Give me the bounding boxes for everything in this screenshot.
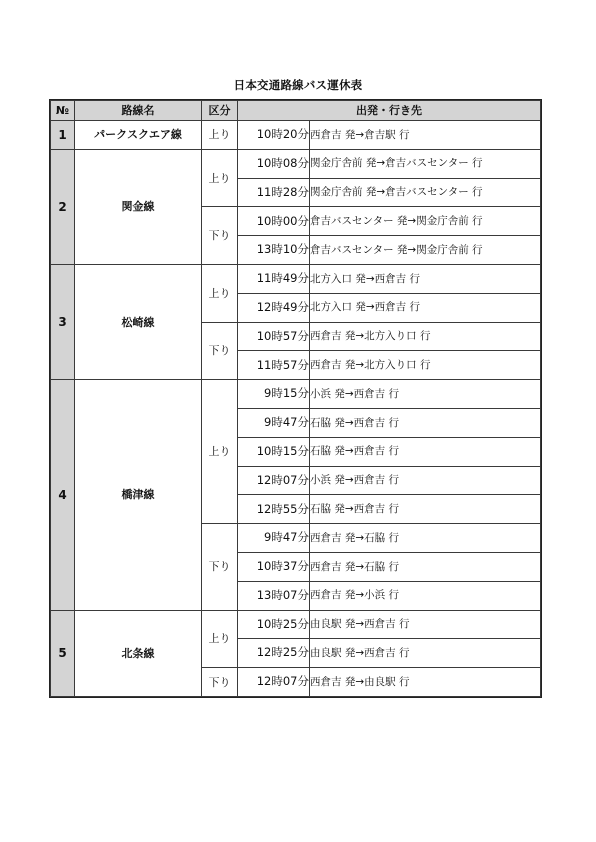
route-name: 関金線 [75,149,202,264]
trip-time: 10時57分 [238,322,310,351]
route-name: 北条線 [75,610,202,696]
trip-route-desc: 小浜 発→西倉吉 行 [310,466,541,495]
direction-label: 上り [202,149,238,207]
route-number: 3 [51,264,75,379]
direction-label: 下り [202,668,238,697]
trip-time: 10時37分 [238,552,310,581]
trip-time: 11時57分 [238,351,310,380]
table-row [51,380,541,409]
route-number: 5 [51,610,75,696]
route-name: 橋津線 [75,380,202,610]
trip-time: 12時55分 [238,495,310,524]
page-title: 日本交通路線バス運休表 [233,78,363,92]
trip-route-desc: 関金庁舎前 発→倉吉バスセンター 行 [310,178,541,207]
trip-route-desc: 小浜 発→西倉吉 行 [310,380,541,409]
direction-label: 上り [202,610,238,668]
direction-label: 下り [202,207,238,265]
table-row [51,610,541,639]
trip-route-desc: 西倉吉 発→倉吉駅 行 [310,121,541,150]
direction-label: 上り [202,380,238,524]
trip-route-desc: 西倉吉 発→北方入り口 行 [310,322,541,351]
trip-time: 12時07分 [238,668,310,697]
suspension-table [50,100,541,697]
table-row [51,121,541,150]
header-no: № [51,101,75,121]
trip-time: 11時28分 [238,178,310,207]
trip-time: 9時47分 [238,524,310,553]
trip-route-desc: 西倉吉 発→小浜 行 [310,581,541,610]
direction-label: 下り [202,524,238,610]
header-departure: 出発・行き先 [238,101,541,121]
trip-route-desc: 由良駅 発→西倉吉 行 [310,610,541,639]
trip-route-desc: 関金庁舎前 発→倉吉バスセンター 行 [310,149,541,178]
trip-route-desc: 倉吉バスセンター 発→関金庁舎前 行 [310,207,541,236]
trip-route-desc: 北方入口 発→西倉吉 行 [310,264,541,293]
trip-time: 10時00分 [238,207,310,236]
trip-time: 12時25分 [238,639,310,668]
route-number: 4 [51,380,75,610]
table-body [51,121,541,697]
header-row [51,101,541,121]
header-route: 路線名 [75,101,202,121]
route-number: 1 [51,121,75,150]
table-row [51,149,541,178]
trip-route-desc: 石脇 発→西倉吉 行 [310,495,541,524]
trip-route-desc: 北方入口 発→西倉吉 行 [310,293,541,322]
route-number: 2 [51,149,75,264]
table-row [51,264,541,293]
header-direction: 区分 [202,101,238,121]
trip-route-desc: 倉吉バスセンター 発→関金庁舎前 行 [310,236,541,265]
route-name: 松崎線 [75,264,202,379]
trip-time: 11時49分 [238,264,310,293]
trip-time: 12時49分 [238,293,310,322]
trip-time: 10時25分 [238,610,310,639]
trip-time: 13時07分 [238,581,310,610]
trip-route-desc: 石脇 発→西倉吉 行 [310,408,541,437]
trip-route-desc: 由良駅 発→西倉吉 行 [310,639,541,668]
trip-time: 10時08分 [238,149,310,178]
direction-label: 上り [202,121,238,150]
trip-route-desc: 石脇 発→西倉吉 行 [310,437,541,466]
direction-label: 下り [202,322,238,380]
trip-time: 10時20分 [238,121,310,150]
trip-time: 9時15分 [238,380,310,409]
direction-label: 上り [202,264,238,322]
trip-time: 9時47分 [238,408,310,437]
trip-time: 12時07分 [238,466,310,495]
trip-time: 10時15分 [238,437,310,466]
trip-route-desc: 西倉吉 発→由良駅 行 [310,668,541,697]
route-name: パークスクエア線 [75,121,202,150]
trip-time: 13時10分 [238,236,310,265]
trip-route-desc: 西倉吉 発→北方入り口 行 [310,351,541,380]
trip-route-desc: 西倉吉 発→石脇 行 [310,552,541,581]
trip-route-desc: 西倉吉 発→石脇 行 [310,524,541,553]
